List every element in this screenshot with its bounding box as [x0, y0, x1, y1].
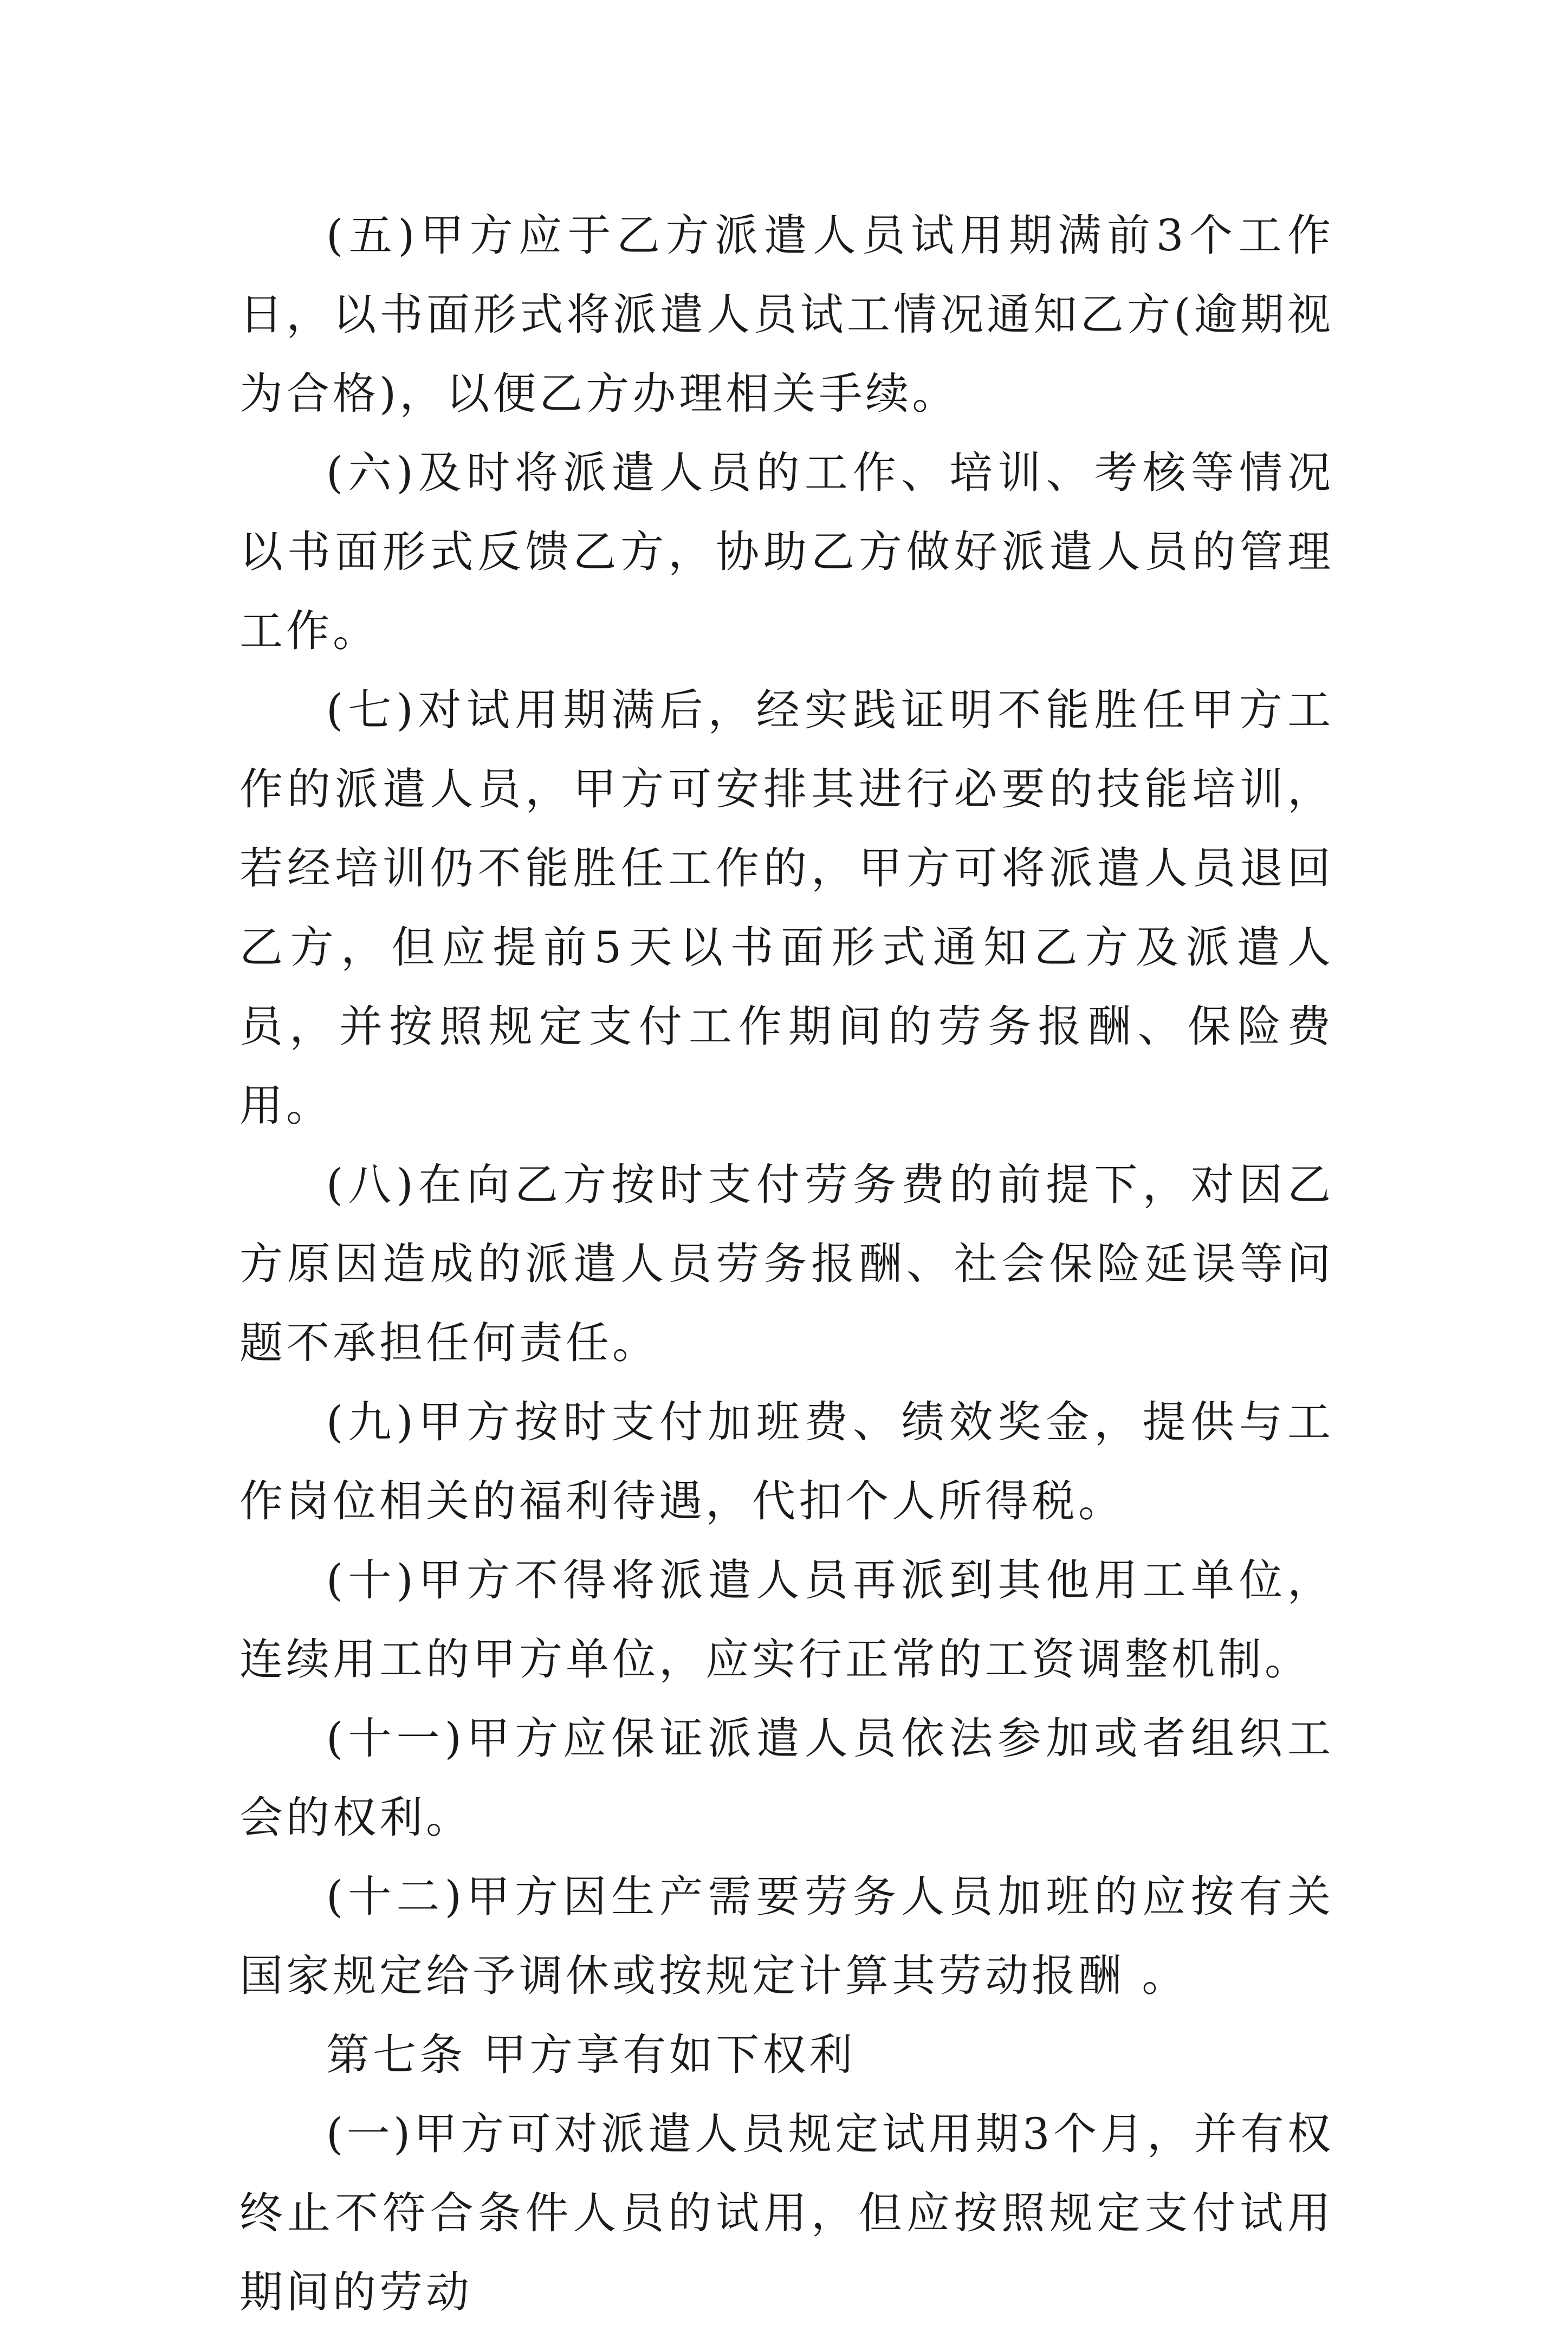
article-heading: 第七条 甲方享有如下权利 [326, 2030, 856, 2080]
clause-item-7: (七)对试用期满后，经实践证明不能胜任甲方工作的派遣人员，甲方可安排其进行必要的技能培训，若经培训仍不能胜任工作的，甲方可将派遣人员退回乙方，但应提前5天以书面形式通知乙方及派遣人员，并按照规定支付工作期间的劳务报酬、保险费用。 [239, 685, 1334, 1131]
clause-item-6: (六)及时将派遣人员的工作、培训、考核等情况以书面形式反馈乙方，协助乙方做好派遣人员的管理工作。 [239, 448, 1334, 656]
clause-item-12: (十二)甲方因生产需要劳务人员加班的应按有关国家规定给予调休或按规定计算其劳动报酬 。 [239, 1871, 1334, 2001]
clause-item-11: (十一)甲方应保证派遣人员依法参加或者组织工会的权利。 [239, 1713, 1334, 1843]
clause-item-9: (九)甲方按时支付加班费、绩效奖金，提供与工作岗位相关的福利待遇，代扣个人所得税。 [239, 1397, 1334, 1526]
clause-item-5: (五)甲方应于乙方派遣人员试用期满前3个工作日，以书面形式将派遣人员试工情况通知乙方(逾期视为合格)，以便乙方办理相关手续。 [239, 210, 1334, 419]
right-item-1: (一)甲方可对派遣人员规定试用期3个月，并有权终止不符合条件人员的试用，但应按照规定支付试用期间的劳动 [239, 2109, 1334, 2317]
document-body [239, 196, 1334, 2332]
clause-item-8: (八)在向乙方按时支付劳务费的前提下，对因乙方原因造成的派遣人员劳务报酬、社会保险延误等问题不承担任何责任。 [239, 1159, 1334, 1368]
clause-item-10: (十)甲方不得将派遣人员再派到其他用工单位，连续用工的甲方单位，应实行正常的工资调整机制。 [239, 1555, 1334, 1685]
